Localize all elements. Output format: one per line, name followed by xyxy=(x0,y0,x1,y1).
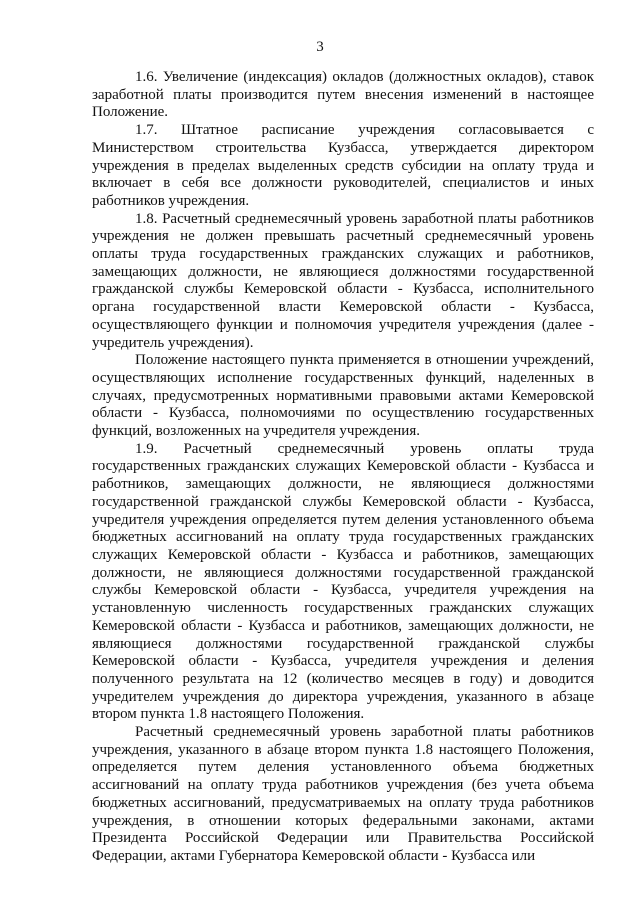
paragraph-1-8: 1.8. Расчетный среднемесячный уровень заработной платы работников учреждения не должен превышать расчетный среднемесячный уровень оплаты труда государственных гражданских служащих и работников, замещающих должности, не являющиеся должностями государственной гражданской службы Кемеровской области - Кузбасса, исполнительного органа государственной власти Кемеровской области - Кузбасса, осуществляющего функции и полномочия учредителя учреждения (далее - учредитель учреждения). xyxy=(92,210,594,351)
paragraph-1-7: 1.7. Штатное расписание учреждения согласовывается с Министерством строительства Кузбасса, утверждается директором учреждения в пределах выделенных средств субсидии на оплату труда и включает в себя все должности руководителей, специалистов и иных работников учреждения. xyxy=(92,122,594,209)
page-number: 3 xyxy=(316,39,324,55)
paragraph-1-9-second: Расчетный среднемесячный уровень заработной платы работников учреждения, указанного в абзаце втором пункта 1.8 настоящего Положения, определяется путем деления установленного объема бюджетных ассигнований на оплату труда работников учреждения (без учета объема бюджетных ассигнований, предусматриваемых на оплату труда работников учреждения, в отношении которых федеральными законами, актами Президента Российской Федерации или Правительства Российской Федерации, актами Губернатора Кемеровской области - Кузбасса или xyxy=(92,724,594,864)
document-body xyxy=(92,69,594,866)
paragraph-1-8-second: Положение настоящего пункта применяется в отношении учреждений, осуществляющих исполнение государственных функций, наделенных в случаях, предусмотренных нормативными правовыми актами Кемеровской области - Кузбасса, полномочиями по осуществлению государственных функций, возложенных на учредителя учреждения. xyxy=(92,352,594,440)
paragraph-1-9: 1.9. Расчетный среднемесячный уровень оплаты труда государственных гражданских служащих Кемеровской области - Кузбасса и работников, замещающих должности, не являющиеся должностями государственной гражданской службы Кемеровской области - Кузбасса, учредителя учреждения определяется путем деления установленного объема бюджетных ассигнований на оплату труда государственных гражданских служащих Кемеровской области - Кузбасса и работников, замещающих должности, не являющиеся должностями государственной гражданской службы Кемеровской области - Кузбасса, учредителя учреждения на установленную численность государственных гражданских служащих Кемеровской области - Кузбасса и работников, замещающих должности, не являющиеся должностями государственной гражданской службы Кемеровской области - Кузбасса, учредителя учреждения и деления полученного результата на 12 (количество месяцев в году) и доводится учредителем учреждения до директора учреждения, указанного в абзаце втором пункта 1.8 настоящего Положения. xyxy=(92,440,594,723)
paragraph-1-6: 1.6. Увеличение (индексация) окладов (должностных окладов), ставок заработной платы производится путем внесения изменений в настоящее Положение. xyxy=(92,69,594,121)
